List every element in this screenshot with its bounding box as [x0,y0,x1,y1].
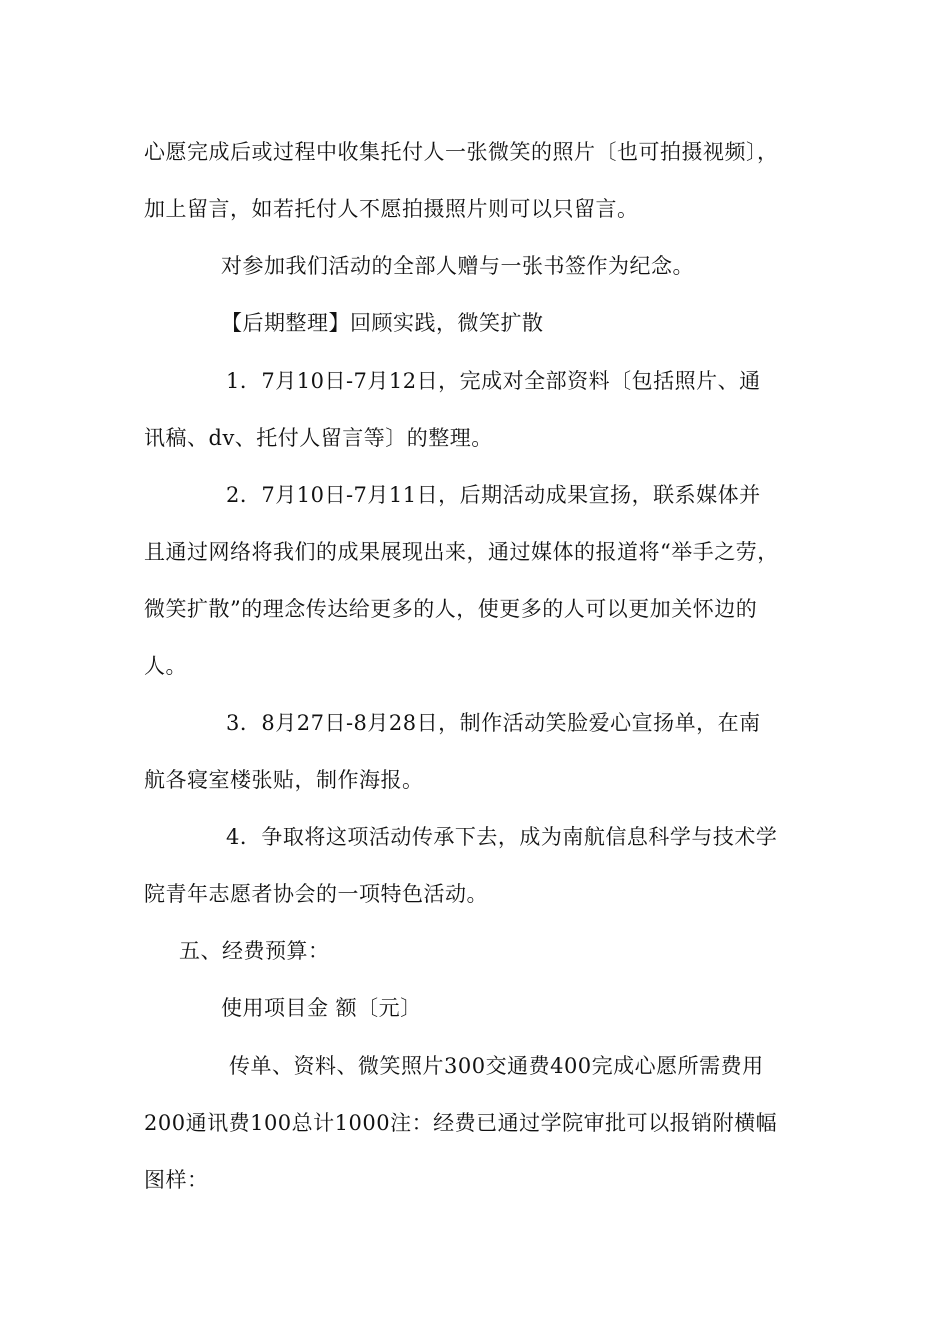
section-heading: 五、经费预算： [179,939,330,963]
paragraph-line: 且通过网络将我们的成果展现出来，通过媒体的报道将“举手之劳， [144,540,779,564]
paragraph-line: 200通讯费100总计1000注：经费已通过学院审批可以报销附横幅 [144,1111,778,1135]
list-item: 4．争取将这项活动传承下去，成为南航信息科学与技术学 [226,825,778,849]
list-item: 1．7月10日-7月12日，完成对全部资料〔包括照片、通 [226,369,761,393]
list-item: 3．8月27日-8月28日，制作活动笑脸爱心宣扬单，在南 [226,711,761,735]
paragraph-line: 图样： [144,1168,209,1192]
paragraph-line: 对参加我们活动的全部人赠与一张书签作为纪念。 [221,254,694,278]
paragraph-line: 人。 [144,654,187,678]
section-heading: 【后期整理】回顾实践，微笑扩散 [221,311,544,335]
table-header: 使用项目金 额〔元〕 [221,996,422,1020]
paragraph-line: 传单、资料、微笑照片300交通费400完成心愿所需费用 [229,1054,764,1078]
paragraph-line: 加上留言，如若托付人不愿拍摄照片则可以只留言。 [144,197,639,221]
paragraph-line: 微笑扩散”的理念传达给更多的人，使更多的人可以更加关怀边的 [144,597,758,621]
paragraph-line: 心愿完成后或过程中收集托付人一张微笑的照片〔也可拍摄视频〕， [144,140,779,164]
list-item: 2．7月10日-7月11日，后期活动成果宣扬，联系媒体并 [226,483,761,507]
paragraph-line: 院青年志愿者协会的一项特色活动。 [144,882,488,906]
paragraph-line: 航各寝室楼张贴，制作海报。 [144,768,424,792]
paragraph-line: 讯稿、dv、托付人留言等〕的整理。 [144,426,493,450]
